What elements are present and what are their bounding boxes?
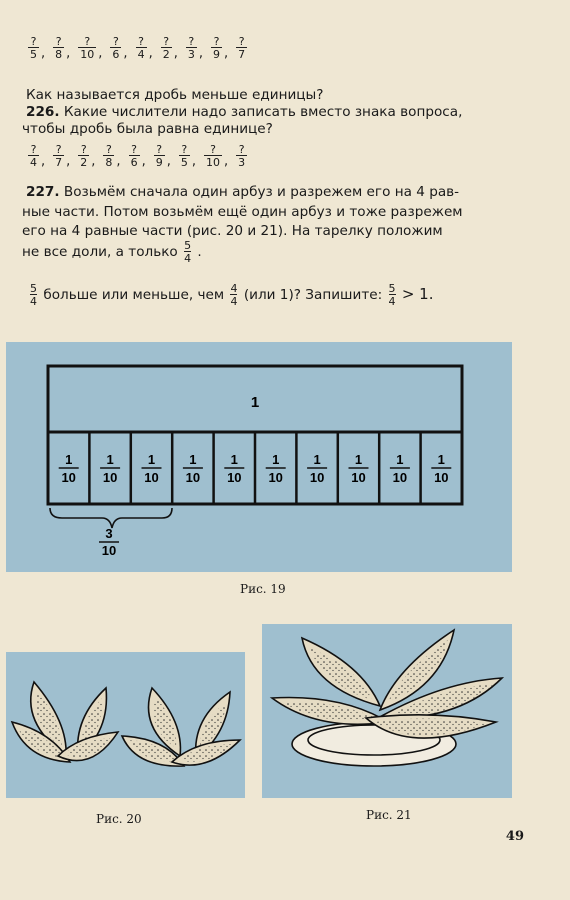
separator-comma: , [198, 46, 203, 61]
separator-comma: , [91, 154, 96, 169]
part-numerator: 1 [437, 452, 445, 467]
fraction-denominator: 2 [162, 48, 170, 61]
task-227-text1: Возьмём сначала один арбуз и разрежем его на 4 рав- [63, 184, 460, 200]
question-text-3: > 1. [401, 285, 434, 303]
fraction-denominator: 10 [205, 156, 220, 169]
separator-comma: , [41, 154, 46, 169]
fraction-denominator: 4 [30, 295, 37, 308]
part-denominator: 10 [227, 470, 242, 485]
fraction-numerator: ? [30, 35, 37, 48]
top-fractions-row [28, 36, 247, 60]
separator-comma: , [123, 46, 128, 61]
fraction-item [236, 36, 247, 60]
fraction-item [179, 144, 190, 168]
part-denominator: 10 [144, 470, 159, 485]
fraction-item [78, 36, 96, 60]
separator-comma: , [116, 154, 121, 169]
separator-comma: , [141, 154, 146, 169]
task-227-line4 [22, 240, 552, 264]
fraction-numerator: ? [55, 143, 62, 156]
watermelon-plate-illustration [262, 624, 512, 798]
part-denominator: 10 [309, 470, 325, 485]
figure-19-caption: Рис. 19 [240, 582, 286, 596]
figure-20 [6, 652, 245, 798]
separator-comma: , [148, 46, 153, 61]
figure-20-caption: Рис. 20 [96, 812, 142, 826]
fraction-denominator: 5 [180, 156, 188, 169]
fraction-item [204, 144, 222, 168]
separator-comma: , [41, 46, 46, 61]
brace-label-denominator: 10 [101, 543, 117, 558]
figure-21 [262, 624, 512, 798]
fraction-denominator: 4 [184, 252, 192, 265]
fraction-numerator: ? [238, 35, 245, 48]
fraction-5-4 [184, 240, 191, 264]
fraction-numerator: ? [188, 35, 195, 48]
part-numerator: 1 [354, 452, 363, 467]
fraction-item [154, 144, 165, 168]
fraction-denominator: 7 [55, 156, 63, 169]
fraction-item [186, 36, 197, 60]
separator-comma: , [166, 154, 171, 169]
fraction-item [103, 144, 114, 168]
task-226-text1: Какие числители надо записать вместо знака вопроса, [63, 104, 463, 120]
fraction-item [236, 144, 247, 168]
fraction-item [78, 144, 89, 168]
fraction-numerator: 4 [230, 282, 238, 295]
fraction-denominator: 4 [388, 295, 396, 308]
fraction-denominator: 4 [230, 295, 238, 308]
page-number: 49 [505, 829, 524, 844]
question-less-one: Как называется дробь меньше единицы? [26, 87, 324, 103]
fraction-numerator: 5 [184, 239, 192, 252]
question-text-1: больше или меньше, чем [43, 287, 225, 303]
question-text-2: (или 1)? Запишите: [243, 287, 383, 303]
task-227-line2: ные части. Потом возьмём ещё один арбуз и тоже разрежем [22, 204, 463, 220]
part-denominator: 10 [268, 470, 283, 485]
part-numerator: 1 [189, 452, 197, 467]
fraction-numerator: ? [55, 35, 62, 48]
fraction-denominator: 8 [55, 48, 63, 61]
task-227-line4-text: не все доли, а только [22, 244, 178, 260]
whole-label: 1 [250, 394, 260, 411]
fraction-5-4-q [30, 283, 37, 307]
fraction-numerator: 5 [388, 282, 396, 295]
fraction-denominator: 3 [238, 156, 246, 169]
fraction-denominator: 6 [112, 48, 120, 61]
separator-comma: , [191, 154, 196, 169]
fraction-item [110, 36, 121, 60]
part-denominator: 10 [392, 470, 408, 485]
task-227-line3: его на 4 равные части (рис. 20 и 21). На тарелку положим [22, 223, 443, 239]
separator-comma: , [98, 46, 103, 61]
part-numerator: 1 [313, 452, 321, 467]
part-numerator: 1 [272, 452, 280, 467]
separator-comma: , [66, 154, 71, 169]
fraction-numerator: 5 [30, 282, 37, 295]
tenth-parts [59, 432, 452, 504]
fraction-numerator: ? [30, 143, 37, 156]
brace [50, 508, 172, 528]
fraction-denominator: 4 [30, 156, 37, 169]
fraction-numerator: ? [84, 35, 91, 48]
fraction-denominator: 6 [130, 156, 138, 169]
fraction-numerator: ? [156, 143, 163, 156]
fraction-numerator: ? [163, 35, 170, 48]
figure-19 [6, 342, 512, 572]
task-227-number: 227. [26, 184, 60, 200]
separator-comma: , [66, 46, 71, 61]
task-227-question [28, 283, 552, 307]
fraction-denominator: 4 [137, 48, 145, 61]
fraction-denominator: 8 [105, 156, 113, 169]
fraction-item [211, 36, 222, 60]
separator-comma: , [223, 46, 229, 61]
fraction-4-4 [230, 283, 237, 307]
part-numerator: 1 [65, 452, 73, 467]
part-numerator: 1 [106, 452, 114, 467]
fraction-denominator: 3 [187, 48, 195, 61]
fraction-numerator: ? [80, 143, 87, 156]
task-226-number: 226. [26, 104, 60, 120]
fraction-numerator: ? [238, 143, 245, 156]
fraction-item [28, 36, 39, 60]
task-227-line1 [26, 183, 552, 202]
fraction-item [129, 144, 140, 168]
fraction-numerator: ? [106, 143, 112, 156]
figure-19-diagram [6, 342, 512, 572]
part-denominator: 10 [434, 470, 449, 485]
fraction-numerator: ? [131, 143, 137, 156]
fraction-denominator: 9 [155, 156, 163, 169]
part-numerator: 1 [396, 452, 404, 467]
part-denominator: 10 [185, 470, 201, 485]
fraction-item [53, 36, 64, 60]
fraction-numerator: ? [181, 143, 188, 156]
fraction-numerator: ? [213, 35, 220, 48]
fraction-item [28, 144, 39, 168]
part-denominator: 10 [61, 470, 76, 485]
fraction-item [161, 36, 172, 60]
fraction-denominator: 9 [212, 48, 220, 61]
part-numerator: 1 [230, 452, 238, 467]
fraction-numerator: ? [138, 35, 144, 48]
part-denominator: 10 [351, 470, 366, 485]
task-227-line4-end: . [197, 244, 202, 260]
fraction-item [53, 144, 64, 168]
figure-21-caption: Рис. 21 [366, 808, 412, 822]
fraction-denominator: 5 [30, 48, 37, 61]
fraction-5-4-answer [389, 283, 396, 307]
fraction-denominator: 2 [80, 156, 88, 169]
separator-comma: , [223, 154, 229, 169]
watermelon-slices-illustration [6, 652, 245, 798]
fraction-numerator: ? [210, 143, 216, 156]
task-226-fractions-row [28, 144, 247, 168]
fraction-item [136, 36, 147, 60]
fraction-numerator: ? [113, 35, 119, 48]
separator-comma: , [173, 46, 178, 61]
part-numerator: 1 [147, 452, 156, 467]
fraction-denominator: 7 [238, 48, 246, 61]
fraction-denominator: 10 [80, 48, 95, 61]
brace-label-numerator: 3 [105, 526, 113, 541]
task-226-line2: чтобы дробь была равна единице? [22, 121, 273, 137]
part-denominator: 10 [102, 470, 118, 485]
